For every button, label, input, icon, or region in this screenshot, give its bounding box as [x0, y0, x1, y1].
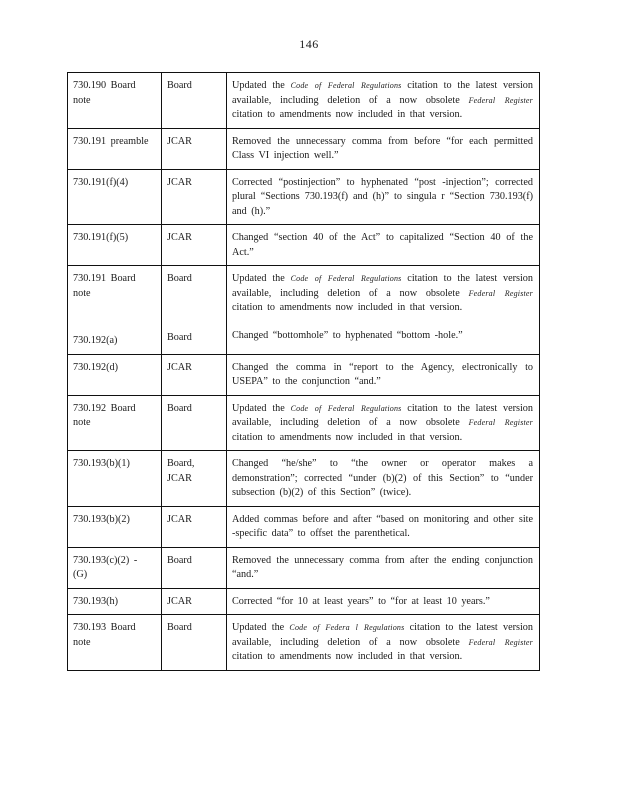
source-cell: Board	[162, 73, 227, 129]
amendments-table	[67, 72, 540, 671]
section-cell: 730.190 Board note	[68, 73, 162, 129]
source-cell: JCAR	[162, 588, 227, 615]
page-number: 146	[299, 37, 319, 51]
description-text: Updated the	[232, 622, 290, 633]
section-cell: 730.192 Board note	[68, 395, 162, 451]
description-cell	[227, 615, 540, 671]
description-text: Updated the	[232, 273, 291, 284]
description-text: citation to the latest version available, including deletion of a now obsolete	[232, 80, 533, 106]
description-cell: Removed the unnecessary comma from before “for each permitted Class VI injection well.”	[227, 128, 540, 169]
source-cell: JCAR	[162, 225, 227, 266]
row-gap	[167, 298, 220, 309]
description-cell	[227, 73, 540, 129]
federal-register-citation: Federal Register	[468, 95, 533, 105]
sub-source-text: Board	[167, 331, 192, 343]
source-cell	[162, 266, 227, 355]
section-cell: 730.191(f)(5)	[68, 225, 162, 266]
row-gap	[167, 320, 220, 331]
source-cell: Board	[162, 615, 227, 671]
table-row	[68, 354, 540, 395]
description-text: citation to amendments now included in that version.	[232, 651, 463, 662]
row-gap	[167, 309, 220, 320]
row-gap	[73, 323, 155, 334]
table-row	[68, 615, 540, 671]
description-cell: Changed “he/she” to “the owner or operator makes a demonstration”; corrected “under (b)(2) of this Section” to “under subsection (b)(2) of this Section” (twice).	[227, 451, 540, 507]
description-text: citation to amendments now included in that version.	[232, 302, 463, 313]
description-cell: Corrected “for 10 at least years” to “for at least 10 years.”	[227, 588, 540, 615]
description-text: citation to the latest version available, including deletion of a now obsolete	[232, 273, 533, 299]
description-cell	[227, 266, 540, 355]
table-row	[68, 547, 540, 588]
table-row	[68, 506, 540, 547]
federal-register-citation: Federal Register	[468, 288, 533, 298]
table-row	[68, 225, 540, 266]
description-text: Updated the	[232, 402, 291, 414]
source-cell: JCAR	[162, 128, 227, 169]
source-text: Board	[167, 273, 192, 284]
description-text: citation to the latest version available, including deletion of a now obsolete	[232, 402, 533, 428]
description-cell: Corrected “postinjection” to hyphenated “post -injection”; corrected plural “Sections 730.193(f) and (h)” to singula r “Section 730.193(f) and (h).”	[227, 169, 540, 225]
description-text: Updated the	[232, 80, 291, 91]
description-text: citation to amendments now included in that version.	[232, 109, 463, 120]
description-cell: Changed the comma in “report to the Agency, electronically to USEPA” to the conjunction “and.”	[227, 354, 540, 395]
cfr-citation: Code of Federal Regulations	[290, 403, 402, 413]
table-row	[68, 588, 540, 615]
table-row	[68, 169, 540, 225]
description-text: citation to the latest version available, including deletion of a now obsolete	[232, 622, 533, 648]
description-cell	[227, 395, 540, 451]
section-cell: 730.191 preamble	[68, 128, 162, 169]
description-cell: Changed “section 40 of the Act” to capitalized “Section 40 of the Act.”	[227, 225, 540, 266]
section-text: 730.191 Board note	[73, 273, 136, 299]
description-cell: Added commas before and after “based on monitoring and other site -specific data” to offset the parenthetical.	[227, 506, 540, 547]
section-cell: 730.193(b)(2)	[68, 506, 162, 547]
source-cell: Board	[162, 547, 227, 588]
sub-section-text: 730.192(a)	[73, 335, 118, 346]
source-cell: JCAR	[162, 506, 227, 547]
section-cell: 730.192(d)	[68, 354, 162, 395]
row-gap	[73, 312, 155, 323]
source-cell: Board	[162, 395, 227, 451]
description-block	[232, 272, 533, 316]
cfr-citation: Code of Federa l Regulations	[289, 623, 405, 632]
row-gap	[232, 316, 533, 329]
source-cell: Board, JCAR	[162, 451, 227, 507]
federal-register-citation: Federal Register	[468, 637, 533, 647]
section-cell: 730.191(f)(4)	[68, 169, 162, 225]
section-cell: 730.193(h)	[68, 588, 162, 615]
cfr-citation: Code of Federal Regulations	[290, 81, 402, 90]
section-cell: 730.193(c)(2) - (G)	[68, 547, 162, 588]
description-cell: Removed the unnecessary comma from after the ending conjunction “and.”	[227, 547, 540, 588]
source-cell: JCAR	[162, 354, 227, 395]
table-row	[68, 395, 540, 451]
federal-register-citation: Federal Register	[468, 418, 533, 427]
table-row	[68, 451, 540, 507]
table-row	[68, 128, 540, 169]
sub-description-text: Changed “bottomhole” to hyphenated “bottom -hole.”	[232, 329, 463, 341]
cfr-citation: Code of Federal Regulations	[290, 274, 402, 283]
table-row	[68, 266, 540, 355]
row-gap	[167, 287, 220, 298]
section-cell: 730.193(b)(1)	[68, 451, 162, 507]
section-cell	[68, 266, 162, 355]
description-text: citation to amendments now included in that version.	[232, 431, 463, 443]
section-cell: 730.193 Board note	[68, 615, 162, 671]
row-gap	[73, 301, 155, 312]
source-cell: JCAR	[162, 169, 227, 225]
table-row	[68, 73, 540, 129]
